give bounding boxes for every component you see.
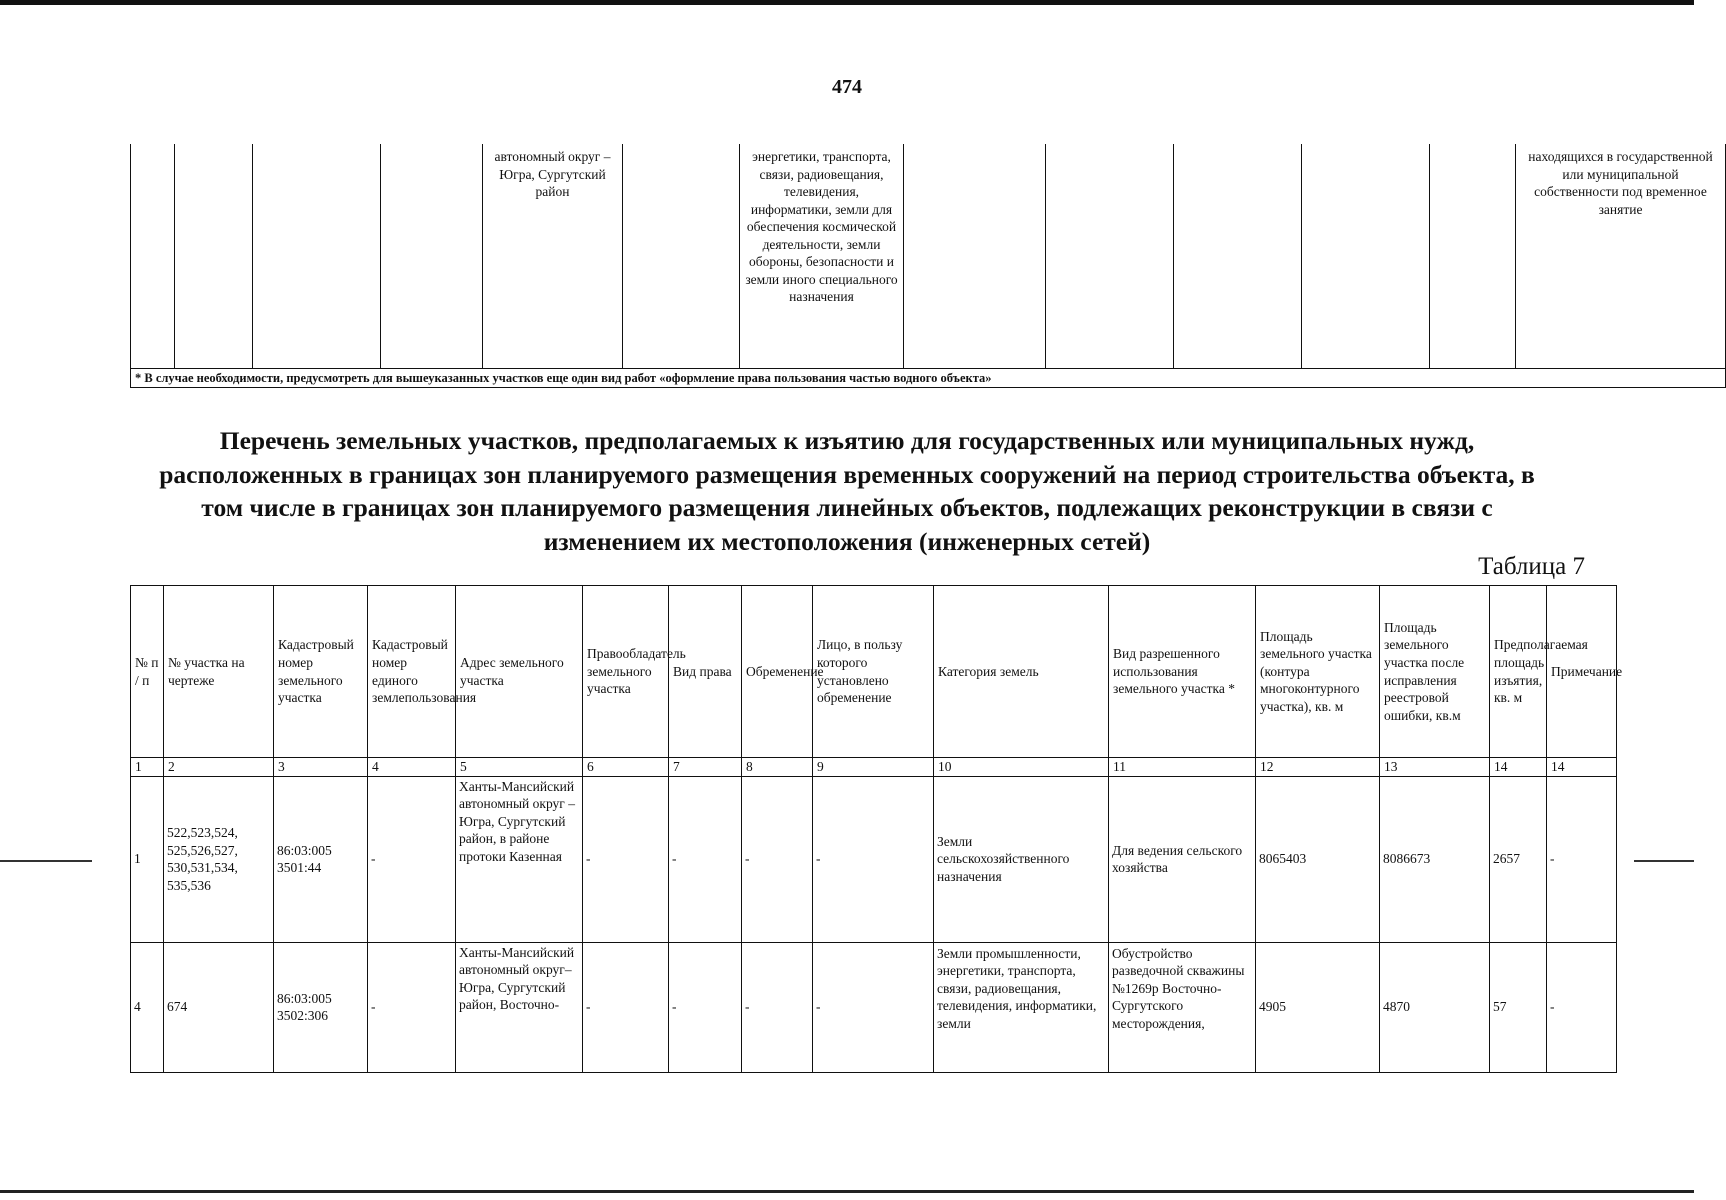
plot-address: Ханты-Мансийский автономный округ– Югра, Сургутский район, Восточно- bbox=[456, 942, 583, 1072]
cont-cell bbox=[1430, 144, 1516, 368]
right-type: - bbox=[669, 776, 742, 942]
single-land-use-number: - bbox=[368, 942, 456, 1072]
column-number: 11 bbox=[1109, 758, 1256, 777]
plot-area: 4905 bbox=[1256, 942, 1380, 1072]
table-label: Таблица 7 bbox=[1478, 553, 1585, 580]
permitted-use: Для ведения сельского хозяйства bbox=[1109, 776, 1256, 942]
cont-note-cell: находящихся в государственной или муниципальной собственности под временное занятие bbox=[1516, 144, 1726, 368]
cont-cell bbox=[381, 144, 483, 368]
plot-area: 8065403 bbox=[1256, 776, 1380, 942]
page-number: 474 bbox=[832, 76, 862, 98]
column-number: 1 bbox=[131, 758, 164, 777]
cont-cell bbox=[175, 144, 253, 368]
column-number: 3 bbox=[274, 758, 368, 777]
table-row bbox=[131, 776, 1617, 942]
single-land-use-number: - bbox=[368, 776, 456, 942]
column-number: 5 bbox=[456, 758, 583, 777]
cont-cell bbox=[1302, 144, 1430, 368]
header-cell: Площадь земельного участка после исправления реестровой ошибки, кв.м bbox=[1380, 586, 1490, 758]
area-seized: 2657 bbox=[1490, 776, 1547, 942]
header-cell: Вид права bbox=[669, 586, 742, 758]
column-number: 8 bbox=[742, 758, 813, 777]
section-heading: Перечень земельных участков, предполагаемых к изъятию для государственных или муниципальных нужд, расположенных в границах зон планируемого размещения временных сооружений на период строительства объекта, в том числе в границах зон планируемого размещения линейных объектов, подлежащих реконструкции в связи с изменением их местоположения (инженерных сетей) bbox=[159, 426, 1535, 556]
land-category: Земли сельскохозяйственного назначения bbox=[934, 776, 1109, 942]
area-seized: 57 bbox=[1490, 942, 1547, 1072]
cont-category-cell: энергетики, транспорта, связи, радиовещания, телевидения, информатики, земли для обеспечения космической деятельности, земли обороны, безопасности и земли иного специального назначения bbox=[740, 144, 904, 368]
header-cell: Кадастровый номер единого землепользования bbox=[368, 586, 456, 758]
scan-mark-right bbox=[1634, 860, 1694, 862]
encumbrance: - bbox=[742, 776, 813, 942]
column-number: 14 bbox=[1547, 758, 1617, 777]
column-number: 9 bbox=[813, 758, 934, 777]
column-number: 10 bbox=[934, 758, 1109, 777]
header-cell: Примечание bbox=[1547, 586, 1617, 758]
land-plots-table bbox=[130, 585, 1623, 1073]
scan-mark-left bbox=[0, 860, 92, 862]
table-row bbox=[131, 942, 1617, 1072]
cont-cell bbox=[1174, 144, 1302, 368]
top-border-line bbox=[0, 0, 1694, 5]
header-row bbox=[131, 586, 1617, 758]
plot-area-corrected: 8086673 bbox=[1380, 776, 1490, 942]
cont-address-cell: автономный округ – Югра, Сургутский район bbox=[483, 144, 623, 368]
note: - bbox=[1547, 942, 1617, 1072]
continuation-table bbox=[130, 144, 1726, 388]
bottom-border-line bbox=[0, 1190, 1694, 1193]
cont-cell bbox=[131, 144, 175, 368]
row-number: 4 bbox=[131, 942, 164, 1072]
header-cell: Категория земель bbox=[934, 586, 1109, 758]
plot-address: Ханты-Мансийский автономный округ – Югра, Сургутский район, в районе протоки Казенная bbox=[456, 776, 583, 942]
column-number: 14 bbox=[1490, 758, 1547, 777]
footnote: * В случае необходимости, предусмотреть для вышеуказанных участков еще один вид работ «оформление права пользования частью водного объекта» bbox=[131, 368, 1726, 387]
column-number: 4 bbox=[368, 758, 456, 777]
header-cell: Лицо, в пользу которого установлено обременение bbox=[813, 586, 934, 758]
plot-number: 674 bbox=[164, 942, 274, 1072]
permitted-use: Обустройство разведочной скважины №1269р Восточно-Сургутского месторождения, bbox=[1109, 942, 1256, 1072]
header-cell: Кадастровый номер земельного участка bbox=[274, 586, 368, 758]
header-cell: Адрес земельного участка bbox=[456, 586, 583, 758]
cont-cell bbox=[253, 144, 381, 368]
header-cell: Предполагаемая площадь изъятия, кв. м bbox=[1490, 586, 1547, 758]
land-category: Земли промышленности, энергетики, транспорта, связи, радиовещания, телевидения, информатики, земли bbox=[934, 942, 1109, 1072]
right-type: - bbox=[669, 942, 742, 1072]
plot-area-corrected: 4870 bbox=[1380, 942, 1490, 1072]
column-number: 2 bbox=[164, 758, 274, 777]
header-cell: № п / п bbox=[131, 586, 164, 758]
header-cell: Площадь земельного участка (контура многоконтурного участка), кв. м bbox=[1256, 586, 1380, 758]
header-cell: Вид разрешенного использования земельного участка * bbox=[1109, 586, 1256, 758]
cadastral-number: 86:03:005 3501:44 bbox=[274, 776, 368, 942]
column-number-row bbox=[131, 758, 1617, 777]
header-cell: Обременение bbox=[742, 586, 813, 758]
owner: - bbox=[583, 942, 669, 1072]
encumbrance: - bbox=[742, 942, 813, 1072]
row-number: 1 bbox=[131, 776, 164, 942]
owner: - bbox=[583, 776, 669, 942]
encumbrance-holder: - bbox=[813, 776, 934, 942]
cont-cell bbox=[904, 144, 1046, 368]
column-number: 13 bbox=[1380, 758, 1490, 777]
header-cell: Правообладатель земельного участка bbox=[583, 586, 669, 758]
column-number: 7 bbox=[669, 758, 742, 777]
note: - bbox=[1547, 776, 1617, 942]
footnote-row bbox=[131, 368, 1726, 387]
cont-cell bbox=[1046, 144, 1174, 368]
continuation-row bbox=[131, 144, 1726, 368]
column-number: 6 bbox=[583, 758, 669, 777]
cont-cell bbox=[623, 144, 740, 368]
cadastral-number: 86:03:005 3502:306 bbox=[274, 942, 368, 1072]
column-number: 12 bbox=[1256, 758, 1380, 777]
encumbrance-holder: - bbox=[813, 942, 934, 1072]
header-cell: № участка на чертеже bbox=[164, 586, 274, 758]
plot-number: 522,523,524, 525,526,527, 530,531,534, 535,536 bbox=[164, 776, 274, 942]
